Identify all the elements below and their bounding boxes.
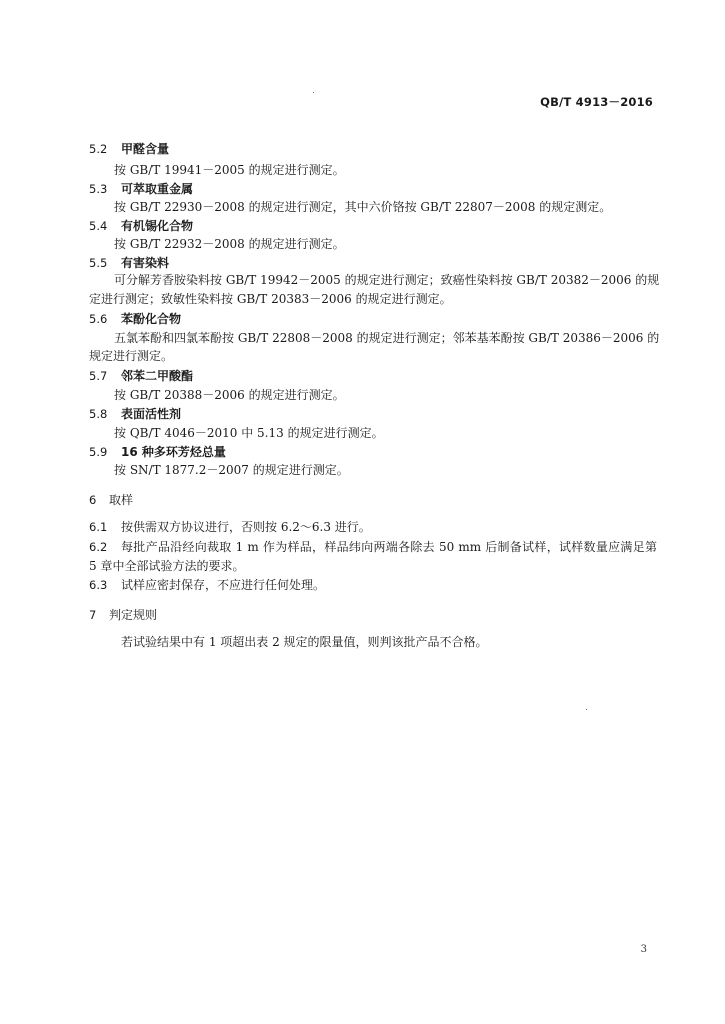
section-text: 5 章中全部试验方法的要求。 bbox=[89, 559, 245, 573]
section-title: 甲醛含量 bbox=[121, 142, 170, 156]
section-text: 若试验结果中有 1 项超出表 2 规定的限量值，则判该批产品不合格。 bbox=[121, 635, 488, 649]
section-title: 有机锡化合物 bbox=[121, 219, 194, 233]
section-title: 有害染料 bbox=[121, 256, 170, 270]
section-title: 判定规则 bbox=[109, 608, 158, 622]
section-title: 可萃取重金属 bbox=[121, 182, 194, 196]
section-number: 5.5 bbox=[89, 256, 108, 270]
section-number: 7 bbox=[89, 608, 97, 622]
scan-speck bbox=[313, 92, 314, 93]
section-number: 5.8 bbox=[89, 407, 108, 421]
section-text: 按 GB/T 19941－2005 的规定进行测定。 bbox=[114, 163, 345, 177]
section-text: 按 GB/T 22932－2008 的规定进行测定。 bbox=[114, 237, 345, 251]
scan-speck bbox=[586, 709, 587, 710]
section-title: 邻苯二甲酸酯 bbox=[121, 369, 194, 383]
section-title: 取样 bbox=[109, 493, 134, 507]
section-text: 按 GB/T 20388－2006 的规定进行测定。 bbox=[114, 388, 345, 402]
section-number: 5.6 bbox=[89, 312, 108, 326]
section-number: 5.4 bbox=[89, 219, 108, 233]
section-number: 5.7 bbox=[89, 369, 108, 383]
section-number: 5.3 bbox=[89, 182, 108, 196]
section-title: 16 种多环芳烃总量 bbox=[121, 445, 226, 459]
section-number: 6 bbox=[89, 493, 97, 507]
section-text: 按 GB/T 22930－2008 的规定进行测定，其中六价铬按 GB/T 22807－2008 的规定测定。 bbox=[114, 200, 612, 214]
standard-code: QB/T 4913－2016 bbox=[540, 95, 653, 109]
section-text: 定进行测定；致敏性染料按 GB/T 20383－2006 的规定进行测定。 bbox=[89, 292, 452, 306]
section-text: 可分解芳香胺染料按 GB/T 19942－2005 的规定进行测定；致癌性染料按 GB/T 20382－2006 的规 bbox=[114, 273, 660, 287]
section-text: 试样应密封保存，不应进行任何处理。 bbox=[121, 578, 326, 592]
section-text: 五氯苯酚和四氯苯酚按 GB/T 22808－2008 的规定进行测定；邻苯基苯酚按 GB/T 20386－2006 的 bbox=[114, 331, 660, 345]
section-number: 6.3 bbox=[89, 578, 108, 592]
section-number: 5.9 bbox=[89, 445, 108, 459]
page-number: 3 bbox=[640, 944, 647, 955]
section-text: 每批产品沿经向裁取 1 m 作为样品，样品纬向两端各除去 50 mm 后制备试样，试样数量应满足第 bbox=[121, 540, 657, 554]
section-title: 苯酚化合物 bbox=[121, 312, 182, 326]
section-text: 规定进行测定。 bbox=[89, 349, 174, 363]
section-number: 6.2 bbox=[89, 540, 108, 554]
section-text: 按供需双方协议进行，否则按 6.2～6.3 进行。 bbox=[121, 520, 371, 534]
section-number: 5.2 bbox=[89, 142, 108, 156]
section-text: 按 QB/T 4046－2010 中 5.13 的规定进行测定。 bbox=[114, 426, 384, 440]
section-text: 按 SN/T 1877.2－2007 的规定进行测定。 bbox=[114, 463, 349, 477]
section-title: 表面活性剂 bbox=[121, 407, 182, 421]
section-number: 6.1 bbox=[89, 520, 108, 534]
